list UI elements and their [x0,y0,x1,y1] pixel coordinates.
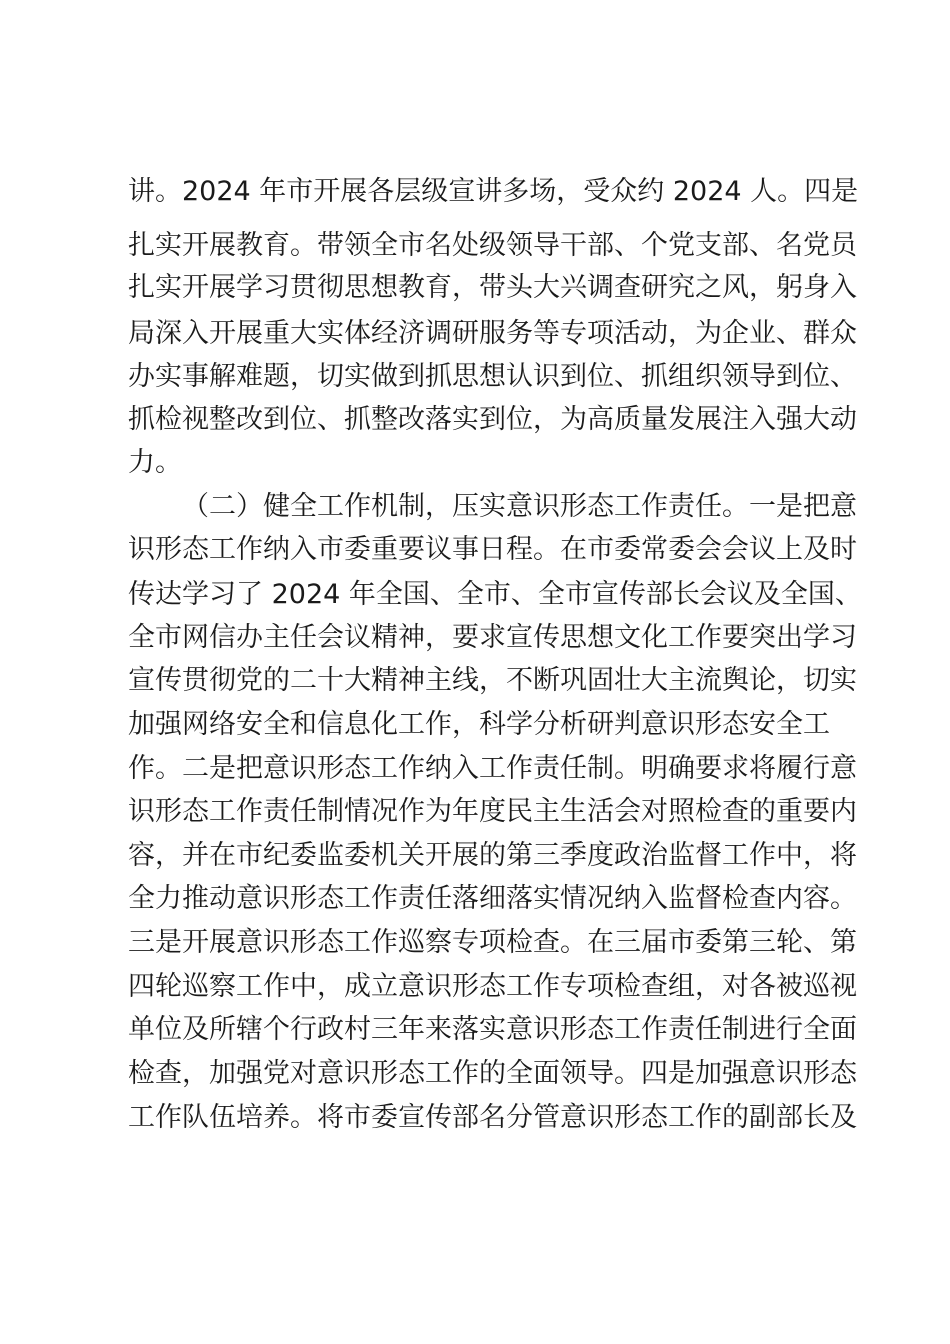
text-line-17: 全力推动意识形态工作责任落细落实情况纳入监督检查内容。 [128,883,857,914]
text-line-1: 讲。2024 年市开展各层级宣讲多场，受众约 2024 人。四是 [128,176,859,207]
text-line-12: 宣传贯彻党的二十大精神主线，不断巩固壮大主流舆论，切实 [128,665,857,696]
text-line-15: 识形态工作责任制情况作为年度民主生活会对照检查的重要内 [128,796,857,827]
text-line-16: 容，并在市纪委监委机关开展的第三季度政治监督工作中，将 [128,840,857,871]
text-line-7: 力。 [128,447,182,478]
text-line-3: 扎实开展学习贯彻思想教育，带头大兴调查研究之风，躬身入 [128,272,857,303]
text-line-11: 全市网信办主任会议精神，要求宣传思想文化工作要突出学习 [128,622,857,653]
text-line-2: 扎实开展教育。带领全市名处级领导干部、个党支部、名党员 [128,230,857,261]
text-line-4: 局深入开展重大实体经济调研服务等专项活动，为企业、群众 [128,318,857,349]
text-line-21: 检查，加强党对意识形态工作的全面领导。四是加强意识形态 [128,1058,857,1089]
text-line-20: 单位及所辖个行政村三年来落实意识形态工作责任制进行全面 [128,1014,857,1045]
text-line-22: 工作队伍培养。将市委宣传部名分管意识形态工作的副部长及 [128,1102,857,1133]
text-line-10: 传达学习了 2024 年全国、全市、全市宣传部长会议及全国、 [128,579,862,610]
section-heading-line: （二）健全工作机制，压实意识形态工作责任。一是把意 [182,491,857,522]
text-line-14: 作。二是把意识形态工作纳入工作责任制。明确要求将履行意 [128,753,857,784]
text-line-5: 办实事解难题，切实做到抓思想认识到位、抓组织领导到位、 [128,361,857,392]
text-line-19: 四轮巡察工作中，成立意识形态工作专项检查组，对各被巡视 [128,971,857,1002]
text-line-6: 抓检视整改到位、抓整改落实到位，为高质量发展注入强大动 [128,404,857,435]
text-line-13: 加强网络安全和信息化工作，科学分析研判意识形态安全工 [128,709,830,740]
text-line-9: 识形态工作纳入市委重要议事日程。在市委常委会会议上及时 [128,534,857,565]
text-line-18: 三是开展意识形态工作巡察专项检查。在三届市委第三轮、第 [128,927,857,958]
